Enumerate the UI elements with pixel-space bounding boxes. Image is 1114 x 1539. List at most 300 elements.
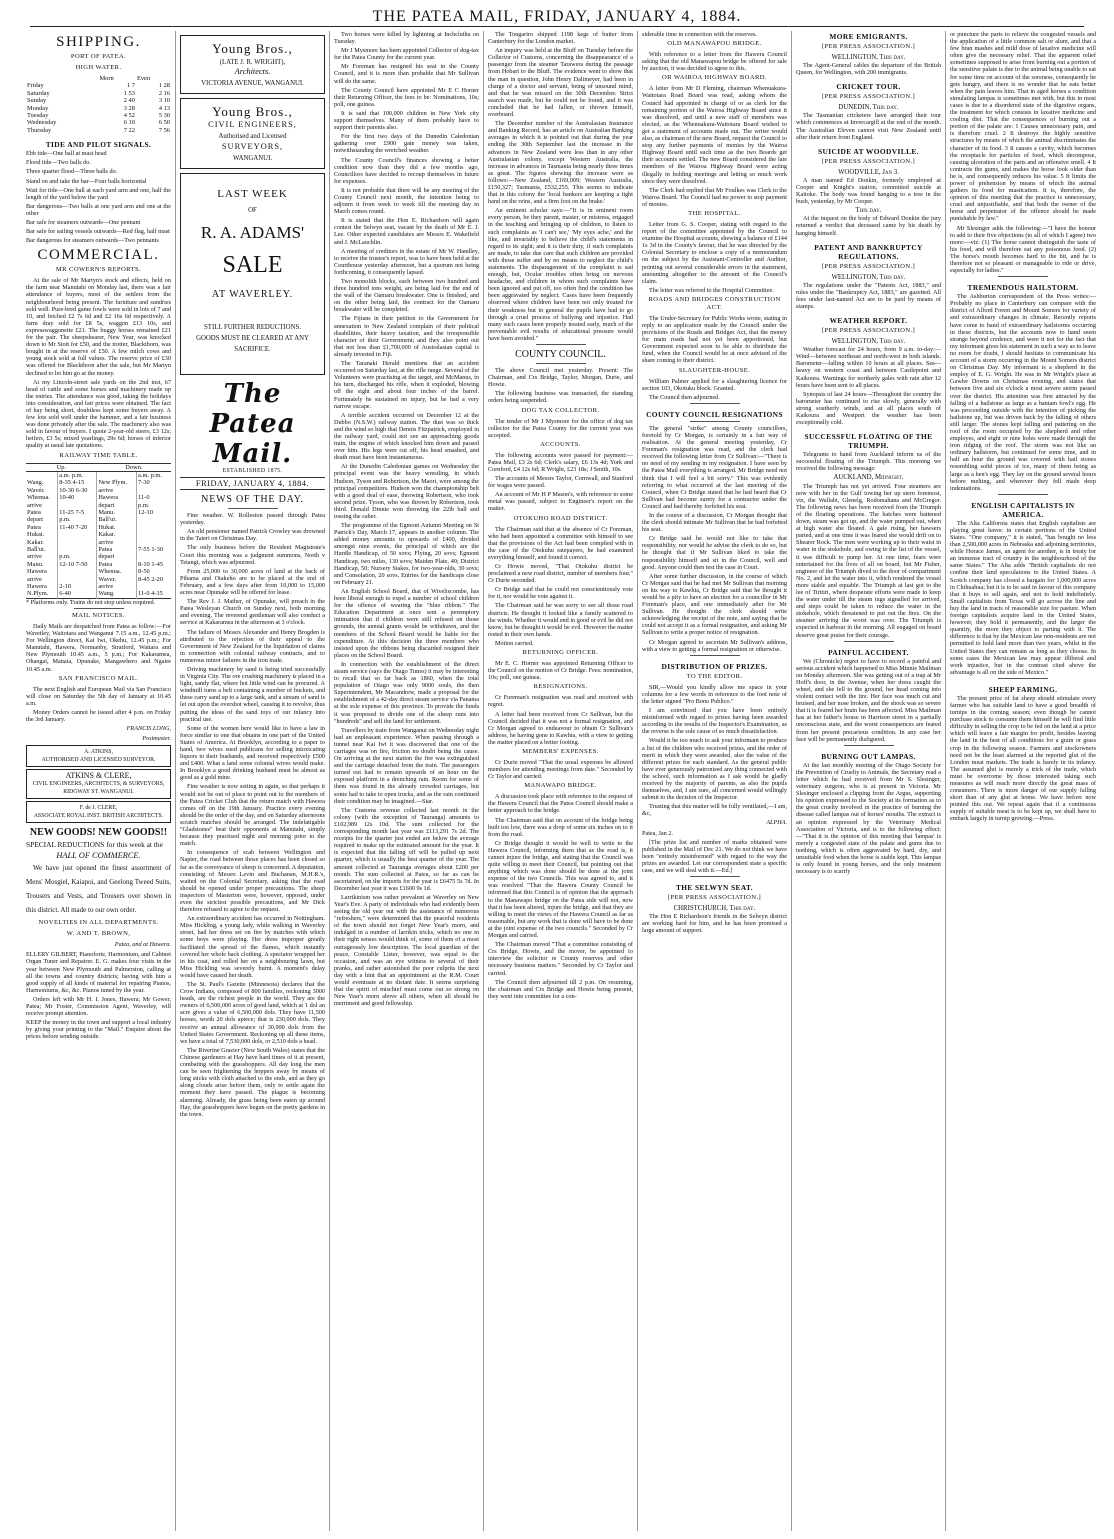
dateline: WELLINGTON, This day. — [831, 338, 906, 346]
signals-list — [26, 150, 171, 244]
railway-row-cell: depart — [27, 516, 43, 524]
divider — [690, 876, 740, 877]
dateline: WELLINGTON, This day. — [831, 54, 906, 61]
railway-row-cell: 7-55 1-30 — [137, 546, 171, 553]
resignations-heading: COUNTY COUNCIL RESIGNATIONS — [646, 409, 783, 419]
paragraph: Flood tide—Two balls do. — [26, 159, 91, 167]
paragraph: Mr Slesinger adds the following:—"I have the honour to add to their five objections (to all of which I agree) two more:—viz: (1) The horse cannot distinguish the taste of his food, and will therefore eat any poisonous food. (2) The horse's mouth becomes hard to the bit, and he is therefore not so pleasant or manageable to ride or drive, especially for ladies." — [950, 224, 1096, 275]
goods-text: We have just opened the finest assortment of Mens' Mosgiel, Kaiapoi, and Geelong Tweed Suits, Trousers and Vests, and Trousers over shown in this district. All made to our own order. — [26, 864, 171, 915]
railway-row-cell: depart — [97, 553, 137, 560]
news-continued — [334, 31, 479, 1007]
paragraph: The programme of the Egmont Autumn Meeting on St Patrick's Day, March 17, appears in another column. The added money amounts to upwards of £400, divided amongst nine events, the principal of which are the Hurdle Handicap, of 50 sovs; Flying, 20 sovs; Egmont Handicap, two miles, 130 sovs; Maiden Plate, 40; District Handicap, 50; Nursery Stakes, for two-year-olds, 30 sovs; and Consolation, 20 sovs. Entries for the handicaps close on February 21. — [334, 522, 479, 586]
returning-officer-heading: RETURNING OFFICER. — [522, 649, 599, 657]
roads-heading: ROADS AND BRIDGES CONSTRUCTION ACT. — [648, 295, 781, 311]
paragraph: The December number of the Australasian Insurance and Banking Record, has an article on Australian Banking averages in which it is pointed out that during the year ending the 30th September last the increase in the advances in New Zealand were less than in any other Australasian colony, except Western Australia, the increase in advances in Tasmania being nearly three times as great. The figures showing the increase were as follows:—New Zealand, £169,009; Western Australia, £150,327; Tasmania, £532,255. This seems to indicate that in this colony the 'local bankers are keeping a tight hand on the reins, and a firm foot on the brake.' — [488, 120, 633, 206]
railway-row-cell — [58, 546, 97, 553]
paragraph: The Triumph has not yet arrived. Four steamers are now with her in the Gulf towing her up stern foremost, viz, the Wallabi, Glenelg, Rodomahana and McGregor. The following news has been received from the Triumph of the floating operations. The hatches were battened down, steam was got up, and the water pumped out, when at high water she floated. A gale rising, her hawsers parted, and at one time it was feared she would drift on to Shearer Rock. The men were working up to their waist in water in the stokehole, and owing to the list of the vessel, it was difficult to pump her. At one time, fears were entertained for the lives of all on board, but Mr Fisher, engineer of the Triumph dived to the door of compartment No. 2, and let the water into it, which rendered the vessel more stable and equable. The Triumph at last got to the lee of Tiritiri, where desperate efforts were made to keep the water under till the steam tugs signalled for arrived, and steps could be taken to reduce the water in the stokehole, which threatened to put out the fires. On the steamer arriving the worst was over. The Triumph is expected in harbour in the morning. All engaged on board deserve great praise for their courage. — [796, 482, 941, 639]
paragraph: An extraordinary accident has occurred in Nottingham. Miss Hickling, a young lady, while walking in Waverley street, had her dress set on fire by matches with which some boys were playing. Her dress improper greatly facilitated the spread of the flames, which instantly covered her whole back clothing. A spectator wrapped her in his coat, and rolled her on a neighbouring lawn, but Miss Hickling was severely burnt. A moment's delay would have caused her death. — [180, 915, 325, 979]
paragraph: In connection with the establishment of the direct steam service (says the Otago Times) it may be interesting to recall that so far back as 1860, when the total population of Otago was only 9000 souls, the then Superintendent, Mr Macandrew, made a proposal for the establishment of a 42-day direct steam service via Panama at the sole expense of this province. To provide the funds it was proposed to divide one of the sheep runs into "hundreds" and sell the land for settlement. — [334, 660, 479, 725]
issue-date: FRIDAY, JANUARY 4, 1884. — [180, 477, 325, 490]
paragraph: The St. Paul's Gazette (Minnesota) declares that the Crow Indians, composed of 800 families, reckoning 3000 heads, are the richest people in the world. They are the owners of 6,500,000 acres of good land, which at 1 dol an acre gives a value of 6,500,000 dols. They have 11,500 horses, worth 20 dols apiece; that is 230,000 dols. They receive an annual allowance of 30,000 dols from the United States Government. Reckoning up all these items, we have a total of 7,530,000 dols, or 2,510 dols a head. — [180, 981, 325, 1045]
paragraph: Some of the women here would like to have a law in force similar to one that obtains in one part of the United States of America. At Brooklyn, according to a paper to hand, two wives sued publicans for selling intoxicating liquors to their husbands, and received respectively £500 and £400. What a land some colonial wives would make. In Brooklyn a good drinking husband must be almost as good as a gold mine. — [180, 724, 325, 782]
tides-row-cell: 2 16 — [158, 89, 170, 97]
railway-row-cell: Whenua. — [97, 568, 137, 575]
paragraph: At the last monthly meeting of the Otago Society for the Prevention of Cruelty to Animals, the Secretary read a letter which he had received from Mr S. Slesinger, veterinary surgeon, who is at present in Victoria. Mr Slesinger enclosed a clipping from the Argus, supporting his opinion expressed to the Society at its formation as to the great cruelty involved in the practice of burning the disease called lampas out of horses' mouths. The extract is an opinion expressed by the Veterinary Medical Association of Victoria, and is to the following effect:—"That it is the opinion of this meeting that 'lampas' is merely a congested state of the palate and gums due to teething, which is often aggravated by hard, dry, and unsuitable food when the horse is stable kept. This lampas is only found in young horses, and the only treatment necessary is to scarify — [796, 761, 941, 876]
paragraph: The Taranaki Herald mentions that an accident occurred on Saturday last, at the rifle range. Several of the Volunteers were practising at the target, and McManus, in his turn, discharged his rifle, when it exploded, blowing off the sight and about four inches of the barrel. Fortunately he sustained no injury, but he had a very narrow escape. — [334, 360, 479, 410]
railway-row-cell: 10-30 6-30 — [58, 487, 97, 494]
adams-location: AT WAVERLEY. — [211, 289, 294, 300]
sf-signature-title: Postmaster. — [142, 735, 171, 743]
old-bridge-heading: OLD MANAWAPOU BRIDGE. — [667, 40, 762, 48]
railway-header-row — [26, 463, 171, 471]
paragraph: The present price of fat sheep should stimulate every farmer who has suitable land to have a good breadth of turnips in the coming season; even though he cannot purchase stock to consume them himself he will find little difficulty in selling the crop to be fed on the land at a price which will leave a fair margin for profit, besides leaving the land in the best of all conditions for a grain or grass crop in the following season. Farmers and stockowners need not be the least alarmed at the reported glut of the London meat markets. The trade is barely in its infancy. The assumed glut is merely a trick of the trade, which must be overcome by those interested taking such measures as will reach more directly the great mass of consumers. There is more danger of our supply falling short than of any glut at home. We have before now pointed this out. We repeat again that if a continuous supply of suitable meat is to be kept up, we shall have to embark largely in turnip growing.—Press. — [950, 694, 1096, 823]
paragraph: It is not probable that there will be any meeting of the County Council next month, the intention being to adjourn it from week to week till the meeting day in March comes round. — [334, 186, 479, 216]
railway-row-cell: Ball'ui. — [97, 516, 137, 523]
paragraph: Letter from G. S. Cooper, stating with regard to the report of the committee appointed by the Council to examine the Hospital accounts, shewing a balance of £144 1s 3d in the County's favour, that he was directed by the Colonial Secretary to enclose a copy of a memorandum on the subject by the Assistant-Controller and Auditor, pointing out several considerable errors in the statement, amounting altogether to the amount of the Council's claim. — [642, 220, 787, 285]
railway-row-cell: 10-40 — [58, 494, 97, 501]
mail-text: Daily Mails are despatched from Patea as follow:—For Wavetley, Waitotara and Wanganui 7.15 a.m., 12.45 p.m.; For Wellington direct, Kai Iwi, Okehu, 12.45 p.m.; For Manutahi, Hawera, Normanby, Stratford, Waitara and New Plymouth 10.45 a.m., 5 p.m.; For Kakaramea, Ohangai, Manaia, Opunake, Mangawhero and Ngaire 10.45 a.m. — [26, 622, 171, 673]
paragraph: The following business was transacted, the standing orders being suspended. — [488, 390, 633, 405]
paragraph: The accounts of Messrs Taylor, Cornwall, and Stanford for wages were passed. — [488, 475, 633, 490]
railway-row-cell: arrive — [97, 583, 137, 590]
goods-signature-place: Patea, and at Hawera. — [114, 941, 171, 949]
tides-row — [26, 82, 171, 89]
county-council-heading: COUNTY COUNCIL. — [515, 349, 606, 361]
paragraph: The Agent-General cables the departure of the British Queen, for Wellington, with 200 immigrants. — [796, 62, 941, 77]
railway-row-cell: 7-30 — [137, 479, 171, 486]
paragraph: The Chairman said he was sorry to see all those road districts. He thought it looked like a family scattered to the winds. Whether it would end in good or evil he did not know, but he thought it would be evil. However the matter rested in their own hands. — [488, 602, 633, 638]
distribution-heading: DISTRIBUTION OF PRIZES. — [661, 661, 768, 671]
press-association: [PER PRESS ASSOCIATION.] — [821, 43, 916, 50]
railway-row-cell — [58, 576, 97, 583]
divider — [690, 421, 740, 422]
paragraph: The Hon E Richardson's friends in the Selwyn district are working hard for him, and he has been promised a large amount of support. — [642, 913, 787, 935]
column-5 — [638, 31, 792, 1531]
sf-heading: SAN FRANCISCO MAIL. — [58, 674, 139, 682]
triumph-heading: SUCCESSFUL FLOATING OF THE TRIUMPH. — [804, 432, 933, 451]
adams-of: OF — [248, 207, 257, 214]
tides-row — [26, 105, 171, 112]
paragraph: An inquiry was held at the Bluff on Tuesday before the Collector of Customs, concerning the disappearance of a passenger from the steamer Tarawera during the passage from Hobart to the Bluff. The evidence went to show that the man in question, John Henry Dalimeyer, had been in charge of a doctor and servant, being of unsound mind, and that he was missed on the 30th December. Strict search was made, but he could not be found, and it was concluded that he had fallen, or thrown himself, overboard. — [488, 47, 633, 119]
railway-row-cell — [26, 471, 58, 479]
paragraph: The Council then adjourned. — [649, 393, 720, 401]
railway-row — [26, 471, 171, 479]
paragraph: At the inquest on the body of Edward Donkin the jury returned a verdict that deceased came by his death by hanging himself. — [796, 215, 941, 237]
railway-row — [26, 494, 171, 501]
railway-row-cell: 12-10 7-50 — [58, 561, 97, 568]
patent-heading: PATENT AND BANKRUPTCY REGULATIONS. — [814, 242, 923, 261]
paragraph: The Council then adjourned till 2 p.m. On resuming, the chairman and Crs Bridge and Howie being present, they went into committee for a con- — [488, 978, 633, 1000]
paragraph: After some further discussion, in the course of which Cr Morgan said that he had met Mr Sullivan that morning on his way to Kawhia, Cr Bridge said that he thought it would be a pity to have an election for a councillor in Mr Foreman's place, and one immediately after for Mr Sullivan. He thought the clerk should write acknowledging the receipt of the note, and saying that he could not accept it as a formal resignation, and asking Mr Sullivan to write a proper notice of resignation. — [642, 572, 787, 637]
railway-row-cell — [137, 487, 171, 494]
paragraph: The County Council's finances showing a better condition now than they did a few months ago, Councillors have decided to recoup themselves in future for expenses. — [334, 156, 479, 185]
paragraph: siderable time in connection with the reserves. — [642, 31, 757, 38]
paragraph: Would it be too much to ask your informant to produce a list of the children who received prizes, and the order of merit in which they were awarded, also the value of the different prizes for each standard. As the general public have ever generously patronised any thing connected with the school, such information as I ask would be gladly received by the majority of parents, as also the pupils themselves, and, I am sure, all concerned would willingly submit to the decision of the Inspector. — [642, 737, 787, 802]
railway-row-cell: 12-10 — [137, 509, 171, 516]
railway-row — [26, 590, 171, 598]
paragraph: William Palmer applied for a slaughtering licence for section 103, Okotuku block. Granted. — [642, 377, 787, 392]
paragraph: Weather forecast for 24 hours, from 9 a.m. to-day:—Wind—between northeast and north-west in both islands. Barometer—falling within 10 hours at all places. Sea—heavy on western coast and between Castlepoint and Kaikoura. Warnings for northerly gales with rain after 12 hours have been sent to all places. — [796, 346, 941, 389]
adams-reductions: STILL FURTHER REDUCTIONS. — [204, 324, 301, 331]
railway-row-cell: arrive — [27, 553, 42, 561]
clere-role: CIVIL ENGINEERS, ARCHITECTS, & SURVEYORS, — [32, 781, 165, 788]
resignations-section — [642, 425, 787, 653]
shipping-heading: SHIPPING. — [56, 34, 141, 50]
paragraph: Cr Bridge said he would not like to take that responsibility, nor would he advise the clerk to do so, but he thought that if Mr Sullivan liked to take the responsibility himself and sit in the Council, well and good. Anyone could then test the case in Court. — [642, 535, 787, 571]
divider — [998, 276, 1048, 277]
manawapo-heading: MANAWAPO BRIDGE. — [524, 782, 597, 790]
railway-row-cell: p.m. — [137, 502, 171, 509]
tides-row — [26, 90, 171, 97]
paragraph: Cr Durie moved "That the usual expenses be allowed members for attending meetings from date." Seconded by Cr Taylor and carried. — [488, 758, 633, 781]
railway-row-cell: Hukat. — [97, 524, 137, 531]
news-of-the-day — [180, 512, 325, 1118]
weather-heading: WEATHER REPORT. — [829, 316, 908, 326]
sf-text: The next English and European Mail via San Francisco will close on Saturday the 5th day of January at 10.45 a.m. — [26, 685, 171, 707]
divider — [844, 641, 894, 642]
tides-header-row — [26, 75, 171, 82]
railway-row-cell — [58, 502, 97, 509]
railway-row-cell — [58, 568, 97, 575]
goods-novelties: NOVELTIES IN ALL DEPARTMENTS. — [38, 919, 159, 927]
paragraph: At the Dunedin Caledonian games on Wednesday the principal event was the heavy wrestling, in which Hudson, Tyson and Robertson, the Maori, were among the principal competitors. Hudson won the championship belt with a good deal of ease, throwing Robertson, who took second prize. Tyson, who was thrown by Robertson, took third. Donald Dinnie won throwing the 22lb ball and tossing the caber. — [334, 463, 479, 520]
tides-row-cell: 1 7 — [126, 82, 135, 90]
railway-row — [26, 576, 171, 583]
press-association: [PER PRESS ASSOCIATION.] — [667, 894, 762, 902]
paragraph: From 25,000 to 30,000 acres of land at the back of Pihama and Otakeho are to be placed at the end of February, and a few days after from 10,000 to 15,000 acres near Opunake will be offered for lease. — [180, 567, 325, 597]
members-expenses-heading: MEMBERS' EXPENSES. — [522, 747, 599, 755]
dateline: AUCKLAND, Midnight. — [833, 474, 904, 482]
young-bros-role-2: SURVEYORS, — [221, 142, 284, 151]
young-bros-engineers-ad — [180, 98, 325, 169]
tides-row-cell: 6 50 — [158, 119, 170, 127]
paragraph: The failure of Messrs Alexander and Henry Brogden is attributed to the rejection of their appeal to the Government of New Zealand for the liquidation of claims in connection with colonial railway contracts, and to numerous minor failures in the iron trade. — [180, 628, 325, 664]
paragraph: The Customs revenue collected last month in the colony (with the exception of Tauranga) amounts to £102,989 12s 10d. The sum collected for the corresponding month last year was £113,291 7s 2d. The receipts for the quarter just ended are below the average required to make up the estimated amount for the year. It is expected that the falling off will be pulled up next quarter, which is usually the best quarter of the year. The amount collected at Tauranga averages about £200 per month. The sum collected at Patea, so far as can be ascertained, on the imports for the year is £6475 5s 7d. In December last year it was £1600 9s 1d. — [334, 806, 479, 892]
railway-row-cell: arrive — [27, 501, 42, 509]
adams-name: R. A. ADAMS' — [200, 223, 305, 242]
railway-row — [26, 583, 171, 590]
divider — [690, 655, 740, 656]
paragraph: Motion carried. — [495, 639, 534, 647]
paragraph: Two horses were killed by lightning at Inchclutha on Tuesday. — [334, 31, 479, 46]
clere-name: ATKINS & CLERE, — [65, 771, 132, 781]
railway-row — [26, 553, 171, 560]
railway-row-cell: arrive — [27, 575, 42, 583]
railway-row-cell: arrive — [97, 487, 137, 494]
railway-header-down: Down. — [97, 463, 171, 471]
paragraph: Stand on and take the bar—Four balls horizontal — [26, 177, 147, 185]
railway-row-cell: a.m. p.m. — [137, 471, 171, 479]
column-1 — [22, 31, 176, 1531]
paragraph: Cr Morgan agreed to ascertain Mr Sullivan's address, with a view to getting a formal resignation or otherwise. — [642, 638, 787, 653]
young-bros-role: Architects. — [234, 67, 271, 76]
tides-row-cell: 5 30 — [158, 112, 170, 120]
hailstorm-heading: TREMENDOUS HAILSTORM. — [967, 283, 1079, 293]
slaughter-heading: SLAUGHTER-HOUSE. — [678, 366, 751, 374]
paragraph: The Chairman said that at the absence of Cr Foreman, who had been appointed a committee with himself to see that the provisions of the Act had been complied with in the case of the Otokuhu ratepayers, he had examined everything himself, and found it correct. — [488, 525, 633, 561]
railway-row-cell: depart — [97, 502, 137, 509]
port-heading: PORT OF PATEA. — [70, 53, 127, 60]
paragraph: A man named Ed Donkin, formerly employed at Cooper and Knight's station, committed suicide at Kaitoke. The body was found hanging to a tree in the bush, yesterday, by Mr Cooper. — [796, 176, 941, 206]
railway-row-cell: 11-40 7-20 — [58, 524, 97, 531]
railway-row-cell: Patea — [27, 508, 41, 516]
adams-sale: SALE — [222, 252, 283, 278]
railway-row-cell: Manu. — [97, 509, 137, 516]
paragraph: The Riverine Grazier (New South Wales) states that the Chinese gardeners at Hay have hard times of it at present, combating with the grasshoppers. All day long the men can be seen frightening the hoppers away by means of long sticks with cloth attached to the ends, and as they go along clouds arise before them, only to settle again the moment they have passed. The plague is becoming alarming. Already, the grass being been eaten up around Hay, the grasshoppers have begun on the pretty gardens in the town. — [180, 1046, 325, 1118]
railway-row-cell: 11-0 — [137, 494, 171, 501]
dateline: CHRISTCHURCH, This day. — [673, 905, 756, 913]
paragraph: For the first two days of the Dunedin Caledonian gathering over £900 gate money was taken, notwithstanding the wretched weather. — [334, 133, 479, 155]
railway-row-cell: Hawera — [27, 568, 47, 576]
railway-row-cell: Whenua. — [27, 494, 50, 502]
railway-row-cell: Patea — [97, 561, 137, 568]
railway-row-cell: arrive — [97, 539, 137, 546]
column-4 — [484, 31, 638, 1531]
tides-row — [26, 112, 171, 119]
railway-row-cell: Hawera — [27, 583, 47, 591]
selwyn-heading: THE SELWYN SEAT. — [675, 883, 754, 893]
railway-row-cell: Kakar. — [97, 531, 137, 538]
goods-signature: W. AND T. BROWN, — [66, 930, 131, 938]
tides-row-cell: 4 52 — [123, 112, 135, 120]
paragraph: The Chairman moved "That a committee consisting of Crs Bridge, Howie, and the mover, be appointed to interview the solicitor re County reserves and other necessary business matters." Seconded by Cr Taylor and carried. — [488, 941, 633, 977]
manawapo-section — [488, 793, 633, 1000]
paragraph: Bar dangerous for steamers outwards—Two pennants — [26, 237, 159, 245]
paragraph: In consequence of scab between Wellington and Napier, the road between those places has been closed so far as the conveyance of sheep is concerned. A deputation, consisting of Messrs Levin and Buchanan, M.H.R.'s, waited on the Colonial Secretary, asking that the road should be opened under proper precautions. The sheep inspectors of Masterton were, however, opposed, under even the strictest possible precautions, and Mr Dick therefore refused to agree to the request. — [180, 849, 325, 914]
tides-row-cell: Thursday — [27, 126, 52, 134]
railway-row-cell: 8-45 2-20 — [137, 576, 171, 583]
young-bros-role: CIVIL ENGINEERS, — [208, 120, 297, 129]
tides-row-cell: Tuesday — [27, 112, 49, 120]
paragraph: The Alta California states that English capitalists are playing great havoc in certain portions of the United States. "One company," it is stated, "has bought no less than 2,500,000 acres in Nebraska and adjoining territories, while Horace James, an agent for another, is in treaty for an immense tract of country in the neighbourhood of the same States." The Alta adds "British capitalists do not confine their land speculations to the United States. A Scotch company has closed a bargain for 1,000,000 acres in Chihuahua; but it is to be said in favour of this company that it buys to sell again, and not to hold indefinitely. Small capitalists from Texas will go across the line and buy the land in tracts of reasonable size for pasture. When foreign capitalists acquire land in the United States, however, they hold it permanently, and the larger the quantity, the more they object to parting with it. The difference is that by the Mexican law non-residents are not permitted to hold land more than two years, whilst in the United States they can remain as long as they choose. In some cases the Mexican law may appear illiberal and work injustice, but in the contrast cited above the advantage is all on the side of Mexico." — [950, 519, 1096, 676]
paragraph: Mr J Mysmore has been appointed Collector of dog-tax for the Patea County for the current year. — [334, 47, 479, 62]
tides-row-cell: 7 22 — [123, 126, 135, 134]
paragraph: Fine weather. W. Rolleston passed through Patea yesterday. — [180, 512, 325, 527]
dateline: DUNEDIN, This day. — [838, 104, 899, 112]
paragraph: Cr Foreman's resignation was read and received with regret. — [488, 694, 633, 709]
masthead: THE PATEA MAIL, FRIDAY, JANUARY 4, 1884. — [30, 6, 1084, 27]
railway-row — [26, 531, 171, 538]
paragraph: It is said that 100,000 children in New York city support themselves. Many of them probably have to support their parents also. — [334, 109, 479, 132]
young-bros-sub: Authorised and Licensed — [218, 133, 287, 140]
sf-signature: FRANCIS LONG, — [126, 725, 171, 733]
paragraph: An account of Mr H P Mason's, with reference to some metal was passed, subject to Engineer's report on the matter. — [488, 491, 633, 513]
clere-address: RIDGWAY ST. WANGANUI. — [63, 789, 134, 796]
paragraph: The Tasmanian cricketers have arranged their tour which commences at Invercargill at the end of the month. The Australian Eleven cannot visit New Zealand until after their return from England. — [796, 112, 941, 141]
young-bros-address: VICTORIA AVENUE, WANGANUI. — [201, 80, 304, 87]
suicide-heading: SUICIDE AT WOODVILLE. — [817, 146, 920, 156]
tides-row-cell: 1 28 — [158, 82, 170, 90]
paragraph: The Fijians in their petition to the Government for annexation to New Zealand complain of their political disabilities, their heavy taxation, and the irresponsible character of their Government; and they also point out that not less than £1,700,000 of Australasian capital is already invested in Fiji. — [334, 315, 479, 358]
column-2 — [176, 31, 330, 1531]
tides-row-cell: 3 10 — [158, 97, 170, 105]
railway-row — [26, 568, 171, 575]
tides-row-cell: 2 40 — [123, 97, 135, 105]
railway-row-cell: 2-10 — [58, 583, 97, 590]
new-goods-heading: NEW GOODS! NEW GOODS!! — [29, 827, 168, 839]
tides-row-cell: Sunday — [27, 97, 47, 105]
railway-row-cell — [137, 539, 171, 546]
railway-header-up: Up. — [26, 463, 97, 471]
railway-row-cell: Hawera — [97, 494, 137, 501]
atkins-name: A. ATKINS, — [84, 749, 113, 756]
paragraph: The following accounts were passed for payment:—Patea Mail, £3 2s 6d; Clerk's salary, £6 13s 4d; York and Cornford, £4 12s 6d; R Wright, £23 18s; J Smith, 10s. — [488, 451, 633, 473]
railway-row-cell: p.m. — [58, 516, 97, 523]
paragraph: Larrikinism was rather prevalent at Waverley on New Year's Eve. A party of individuals who had evidently been seeing the old year out with the assistance of numerous "refreshers," were determined that the peaceful residents of the town should not forget New Year's morn, and indulged in a number of larrikin tricks, which no one in their right senses would think of, some of them of a most outrageously low description. The local guardian of the peace, Constable Lister, however, was equal to the occasion, and was an eye witness to several of their pranks, and rather astonished the poor culprits the next day with a hint that an appointment at the R.M. Court would eventuate at no distant date. It seems surprising that the spirit of mischief must come out so strong on New Year's morn above all others, when all should be merriment and good fellowship. — [334, 893, 479, 1008]
sf-text-2: Money Orders cannot be issued after 4 p.m. on Friday the 3rd January. — [26, 708, 171, 723]
press-association: [PER PRESS ASSOCIATION.] — [821, 93, 916, 101]
railway-row-cell — [58, 539, 97, 546]
divider — [228, 508, 278, 509]
goods-place: HALL OF COMMERCE. — [56, 851, 141, 861]
tides-header-cell: Morn — [99, 75, 114, 82]
paragraph: A letter from Mr D Fleming, chairman Whenuakura-Waitotara Road Board was read, asking whom the Council had appointed in charge of or as clerk for the remaining portion of the Wairoa Highway Board since it was dissolved, and until a new staff of members was elected, as the Whenuakura-Waitotara Board wished to get a statement of accounts made out. The writer would also, as chairman of the new Board, request the Council to stop any further payments of monies by the Wairoa Highway Board until such time as the two Boards get their accounts settled. The new Board considered the late members of the Wairoa Highway Board were acting illegally in holding meetings and letting so much work since they were dissolved. — [642, 85, 787, 185]
railway-row-cell — [58, 531, 97, 538]
railway-row-cell: 8-10 1-45 — [137, 561, 171, 568]
adams-sacrifice: SACRIFICE. — [234, 346, 271, 353]
tides-table — [26, 75, 171, 134]
railway-row-cell: Wang. — [27, 479, 44, 487]
established: ESTABLISHED 1875. — [222, 468, 283, 474]
tides-row-cell: 7 56 — [158, 126, 170, 134]
paragraph: SIR,—Would you kindly allow me space in your columns for a few words in reference to the foot note of the letter signed "Pro Bono Publico." — [642, 683, 787, 705]
railway-row — [26, 487, 171, 494]
railway-row-cell: Wavér. — [27, 486, 45, 494]
paragraph: The Ashburton correspondent of the Press writes:—Probably no place in Canterbury can compare with the district of Alford Forest and Mount Somers for variety of and extraordinary changes in climate. Recently reports have come to hand of extraordinary hailstorms occurring in these districts, but the accounts now to hand seem strange beyond credence, and were it not for the fact that my informant gives his statement in such a way as to leave no room for doubt, I should hesitate to communicate his account of a storm occurring in the Mount Somers district on Christmas Day. My informant is a shepherd in the employ of E. G. Wright. He was in Mr Wright's place at Gawler Downs on Christmas evening, and states that between five and six o'clock a most severe storm passed over the district. His attention was first attracted by the falling of a hailstone as large as a bantam fowl's egg. He was proceeding outside with the intention of picking the hailstone up, but was driven back by the falling of others still larger. The stones kept falling and pattering on the roof of the room occupied by the shepherd and other employes, and eight or nine holes were made through the iron ridging of the roof. The storm was not like an ordinary hailstorm, but continued for some time, and in half an hour the ground was covered with hail stones resembling solid pieces of ice, many of them being as large as a hen's egg. They lay on the ground several hours before melting, and wherever they fell made deep indentations. — [950, 293, 1096, 492]
paragraph: The Tongariro shipped 1198 kegs of butter from Canterbury for the London market. — [488, 31, 633, 46]
paragraph: The letter was referred to the Hospital Committee. — [649, 286, 774, 294]
railway-row — [26, 546, 171, 553]
paragraph: The Under-Secretary for Public Works wrote, stating in reply to an application made by the Council under the provisions of the Roads and Bridges Act, that the money for main roads had not yet been apportioned, but Government expected soon to be able to distribute the fund, when the Council would be at once advised of the share coming to their district. — [642, 314, 787, 365]
tides-header-cell — [26, 75, 98, 82]
adams-last-week: LAST WEEK — [217, 188, 288, 200]
railway-row-cell: New Plym. — [97, 479, 137, 486]
adams-clear: GOODS MUST BE CLEARED AT ANY — [196, 335, 309, 342]
paragraph: Wait for tide—One ball at each yard arm and one, half the length of the yard below the yard — [26, 186, 171, 201]
paragraph: At my Lincoln-street sale yards on the 2nd inst, 67 head of cattle and some horses and machinery made up the entries. The attendance was good, taking the holidays into consideration, and fair prices were obtained. The fact of hay being short, doubtless kept some buyers away. A few lots sold well under the hammer, and a fair business was done privately after the sale. The machinery also was sold in favour of buyers. I quote 2-year-old steers, £3 12s; heifers, £3 5s; mixed yearlings, 29s 6d; horses of inferior quality at usual late quotations. — [26, 378, 171, 450]
column-3 — [330, 31, 484, 1531]
railway-row-cell: 11-0 4-35 — [137, 590, 171, 598]
paragraph: Travellers by train from Wanganui on Wednesday night had an unpleasant experience. When passing through a tunnel near Kai Iwi it was discovered that one of the carriages was on fire, friction no doubt being the cause. On arriving at the next station the fire was extinguished and the carriage detached from the train. The passengers turned out had to remain upwards of an hour on the exposed platform in a drenching rain. Room for some of them was found in the already crowded carriages, but some had to take to open trucks, and as the rain continued their condition may be imagined.—Star. — [334, 726, 479, 805]
young-bros-architects-ad — [180, 35, 325, 94]
young-bros-address: WANGANUI. — [232, 155, 273, 162]
cricket-heading: CRICKET TOUR. — [836, 82, 901, 92]
paragraph: The County Council have appointed Mr E C Horner their Returning Officer, the fees to be: Nominations, 10s; poll, one guinea. — [334, 86, 479, 108]
lampas-heading: BURNING OUT LAMPAS. — [821, 751, 916, 761]
accounts-heading: ACCOUNTS. — [540, 440, 581, 448]
high-water-heading: HIGH WATER. — [75, 64, 122, 71]
paragraph: Fine weather is now setting in again, so that perhaps it would not be out of place to point out to the members of the Patea Cricket Club that the return match with Hawera comes off on the 19th January. Practice every evening should be the order of the day, and on Saturday afternoons scratch matches should be arranged. The indefatigable "Gladstones" beat their opponents at Manutahi, simply because they practised night and morning prior to the match. — [180, 783, 325, 848]
paragraph: Mr Foreman has resigned his seat in the County Council, and it is more than probable that Mr Sullivan will do the same. — [334, 63, 479, 85]
paragraph: The Chairman said that on account of the bridge being built too low, there was a drop of some six inches on to it from the road. — [488, 816, 633, 838]
paragraph: I am convinced that you have been entirely misinformed with regard to prizes having been awarded according to the results of the Inspector's Examination, as the reverse is the sole cause of so much dissatisfaction. — [642, 707, 787, 736]
clere2-name: F. de J. CLERE, — [79, 805, 118, 812]
tides-row — [26, 127, 171, 134]
paragraph: An old pensioner named Patrick Crowley was drowned in the Taieri on Christmas Day. — [180, 528, 325, 543]
sheep-farming-heading: SHEEP FARMING. — [988, 684, 1058, 694]
railway-row-cell: Waver. — [97, 576, 137, 583]
paragraph: The only business before the Resident Magistrate's Court this morning was a judgment summons, North v Tetangi, which was adjourned. — [180, 544, 325, 566]
railway-heading: RAILWAY TIME TABLE. — [59, 451, 138, 459]
young-bros-title: Young Bros., — [212, 104, 293, 119]
railway-row-cell: Wang. — [97, 590, 137, 598]
divider — [690, 403, 740, 404]
dateline: This day. — [855, 207, 882, 215]
letter-signature: ALPHA. — [766, 819, 787, 827]
columns — [22, 31, 1100, 1531]
railway-row-cell: 8-35 4-15 — [58, 479, 97, 486]
paragraph: Bar safe for steamers outwards—One pennant — [26, 219, 141, 226]
dateline: WOODVILLE, Jan 3. — [838, 168, 899, 176]
railway-row-cell: N.Plym. — [27, 590, 49, 598]
paragraph: A meeting of creditors in the estate of Mr W. Handley, to receive the trustee's report, was to have been held at the Courthouse yesterday afternoon, but a quorum not being forthcoming, it consequently lapsed. — [334, 247, 479, 276]
distribution-letter — [642, 684, 787, 818]
paragraph: Ebb tide—One ball at mast head — [26, 150, 107, 158]
keep-ad: KEEP the money in the town and support a local industry by giving your printing to the "Mail." Enquire about the prices before sending outside. — [26, 1019, 171, 1041]
press-association: [PER PRESS ASSOCIATION.] — [821, 157, 916, 165]
dateline: WELLINGTON, This day. — [831, 273, 906, 281]
paragraph: We (Chronicle) regret to have to record a painful and serious accident which happened to Miss Minnie Mailman on Monday afternoon. She was getting out of a trap at Mr Hoff's door, in the Avenue, when her dress caught the wheel, and she fell to the ground, her head coming into violent contact with the tire. Her face was much cut and bruised, and her nose broken, and the shock was so severe that it is feared her brain has been affected. Miss Mailman has at her father's house in Harrison street in a partially unconscious state, and the worst consequences are feared from her present precarious condition. In any case her face will be permanently disfigured. — [796, 657, 941, 743]
paragraph: Cr Bridge said that he could not conscientiously vote for it, nor would he vote against it. — [488, 586, 633, 601]
railway-row-cell — [137, 524, 171, 531]
paragraph: A discussion took place with reference to the request of the Hawera Council that the Patea Council should make a better approach to the bridge. — [488, 793, 633, 815]
atkins-role: AUTHORISED AND LICENSED SURVEYOR. — [41, 757, 156, 764]
tides-row-cell: 6 10 — [123, 119, 135, 127]
resignations-heading: RESIGNATIONS. — [533, 683, 588, 691]
paragraph: The Clerk had replied that Mr Foulkes was Clerk to the Wairoa Board. The Council had no power to stop payment of monies. — [642, 186, 787, 208]
railway-row-cell: Kakar. — [27, 538, 44, 546]
tides-row-cell: Saturday — [27, 89, 50, 97]
tides-row-cell: Friday — [27, 82, 44, 90]
spacer — [184, 307, 321, 321]
clere2-role: ASSOCIATE ROYAL INST. BRITISH ARCHITECTS. — [33, 813, 164, 820]
paragraph: Mr E. C. Horner was appointed Returning Officer to the Council on the motion of Cr Bridge. Fees: nomination, 10s; poll, one guinea. — [488, 660, 633, 682]
paragraph: Synopsis of last 24 hours—Throughout the country the barometer has continued to rise slowly, generally with strong southerly winds, and at all places south of Kaikoura and Westport the weather has been exceptionally cold. — [796, 390, 941, 427]
divider — [536, 344, 586, 345]
paragraph: Three quarter flood—Three balls do. — [26, 168, 118, 176]
commercial-heading: COMMERCIAL. — [37, 247, 160, 264]
railway-row-cell — [137, 553, 171, 560]
railway-row — [26, 502, 171, 509]
news-heading: NEWS OF THE DAY. — [201, 494, 304, 506]
paragraph: or puncture the parts to relieve the congested vessels and the application of a little common salt or alum, and that a few bran mashes and mild dose of laxative medicine will often give the necessary relief. That the apparent relief sometimes supposed to arise from burning out a portion of the sensitive palate is due to the animal being unable to eat for some time on account of the soreness, consequently he gets hungry, and there is no wonder that he eats better when the pain leaves him. That in aged horses a condition simulating lampas is sometimes met with, but this in most cases is due to a disordered state of the digestive organs, the treatment for which consists in laxative medicine and cooling diet. That the consequences of burning out a portion of the palate are: 1 Causes unnecessary pain, and is therefore cruel. 2 It destroys the highly sensitive structures by means of which the animal discriminates the character of its food. 3 It causes a cavity, which becomes the receptacle for particles of food, which decompose, causing ulceration of the parts and an offensive smell. 4 It contracts the gums, and makes the horse look older than he is, and consequently reduces his value. 5 It limits the power of prehension by means of which the animal gathers its food for mastication. It is, therefore, the opinion of this meeting that the practice is unnecessary, cruel and unjustifiable, and that both the owner of the horse and perpetrator of the offence should be made punishable by law." — [950, 31, 1096, 223]
railway-row — [26, 561, 171, 568]
railway-row-cell: 6-40 — [58, 590, 97, 598]
adams-sale-ad — [180, 173, 325, 375]
paragraph: Two monolith blocks, each between two hundred and three hundred tons weight, are being laid for the end of the wall of the Oamaru breakwater. One is finished, and on the other being laid, the contract for the Oamaru breakwater will be completed. — [334, 278, 479, 314]
paragraph: The regulations under the "Patents Act, 1883," and rules under the "Bankruptcy Act, 1883," are gazetted. All fees under last-named Act are to be paid by means of stamps. — [796, 281, 941, 310]
paragraph: The general "strike" among County councillors, foretold by Cr Morgan, is certainly in a fair way of realisation. At the general meeting yesterday, Cr Foreman's resignation was read, and the clerk had received the following letter from Cr Sullivan:—"There is no need of my sending in my resignation. I have seen by the Patea Mail everything is arranged. Mr Bridge need not think that I will feel a bit sorry." This was evidently referring to what occurred at the last meeting of the Council, when Cr Bridge stated that he had heard that Cr Sullivan had become surety for a contractor under the Council and had thereby forfeited his seat. — [642, 424, 787, 510]
news-continued — [488, 31, 633, 342]
editor-note: [The prize list and number of marks obtained were published in the Mail of Dec 21. We do not think we have been "entirely misinformed" with regard to the way the prizes are awarded. Let our correspondent state a specific case, and we will deal with it.—Ed.] — [642, 838, 787, 874]
press-association: [PER PRESS ASSOCIATION.] — [821, 262, 916, 270]
tides-row-cell: 4 13 — [158, 104, 170, 112]
to-the-editor: TO THE EDITOR. — [686, 672, 743, 680]
emigrants-heading: MORE EMIGRANTS. — [829, 32, 908, 41]
dog-tax-heading: DOG TAX COLLECTOR. — [521, 406, 600, 414]
railway-row-cell: Patea — [27, 523, 41, 531]
tides-row-cell: Monday — [27, 104, 49, 112]
column-6 — [792, 31, 946, 1531]
painful-accident-heading: PAINFUL ACCIDENT. — [828, 647, 909, 657]
railway-row-cell: Manu. — [27, 560, 44, 568]
railway-row — [26, 509, 171, 516]
paragraph: A letter had been received from Cr Sullivan, but the Council decided that it was not a formal resignation, and Cr Morgan agreed to endeavour to obtain Cr Sullivan's address, he having gone to Kawhia, with a view to getting the matter placed on a better footing. — [488, 710, 633, 746]
paragraph: A terrible accident occurred on December 12 at the Dubbo (N.S.W.) railway station. The dust was so thick and the wind so high that Dennis Fitzpatrick, employed in the railway yard, could not see an approaching goods train, the engine of which knocked him down and passed over him. His legs were cut off, his head smashed, and death must have been instantaneous. — [334, 411, 479, 462]
railway-row-cell: p.m. — [58, 553, 97, 560]
paragraph: Driving machinery by sand is being tried successfully in Virginia City. The ore crushing machinery is placed in a light, sandy flat, where hot little wind can be procured. A windmill turns a belt containing a number of buckets, and these carry sand up to a large tank, and a stream of sand is let out upon the overshot wheel, causing it to revolve, thus putting the ideas of the sand toys of our infancy into practical use. — [180, 665, 325, 723]
gilbert-ad: ELLERY GILBERT, Pianoforte, Harmonium, and Cabinet Organ Tuner and Repairer. E. G. makes four visits in the year between New Plymouth and Palmerston, calling at all the towns and country districts; having with him a good supply of all kinds of material for repairing Pianos, Harmoniums, &c, &c. Pianos tuned by the year. — [26, 951, 171, 994]
